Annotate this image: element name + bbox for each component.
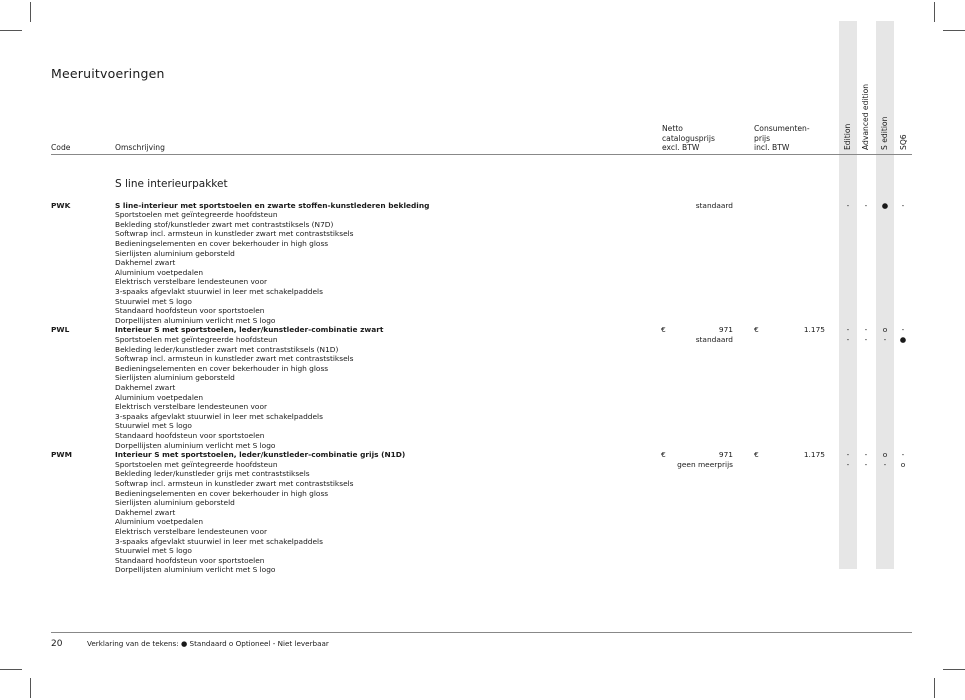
package-feature: Softwrap incl. armsteun in kunstleder zwart met contraststiksels xyxy=(115,478,354,488)
package-feature: Stuurwiel met S logo xyxy=(115,296,192,306)
availability-mark: o xyxy=(900,459,906,469)
package-feature: Stuurwiel met S logo xyxy=(115,421,192,431)
package-feature-row xyxy=(0,277,965,287)
consumer-price: 1.175 xyxy=(803,450,825,460)
footer-divider xyxy=(51,632,912,633)
availability-mark: - xyxy=(864,459,868,469)
header-description: Omschrijving xyxy=(115,143,165,152)
package-feature-row xyxy=(0,431,965,441)
package-feature: Dakhemel zwart xyxy=(115,258,176,268)
header-sq6: SQ6 xyxy=(899,134,908,150)
package-feature-row xyxy=(0,297,965,307)
package-feature-row xyxy=(0,517,965,527)
availability-mark: - xyxy=(883,334,887,344)
package-feature: 3-spaaks afgevlakt stuurwiel in leer met schakelpaddels xyxy=(115,286,323,296)
package-feature: Aluminium voetpedalen xyxy=(115,392,204,402)
package-feature-row xyxy=(0,508,965,518)
package-feature-row xyxy=(0,249,965,259)
currency-symbol: € xyxy=(754,325,759,335)
availability-mark: - xyxy=(864,200,868,210)
package-feature: Dakhemel zwart xyxy=(115,507,176,517)
package-feature: Standaard hoofdsteun voor sportstoelen xyxy=(115,430,265,440)
header-consumer-price-line: incl. BTW xyxy=(754,143,790,153)
availability-mark: - xyxy=(846,450,850,460)
catalog-price: standaard xyxy=(695,334,733,344)
crop-mark xyxy=(30,678,31,698)
package-feature-row xyxy=(0,306,965,316)
header-code: Code xyxy=(51,143,71,152)
package-feature: Sportstoelen met geïntegreerde hoofdsteun xyxy=(115,459,278,469)
package-feature: Elektrisch verstelbare lendesteunen voor xyxy=(115,402,268,412)
availability-mark: - xyxy=(864,450,868,460)
header-consumer-price-line: prijs xyxy=(754,133,771,143)
package-feature-row xyxy=(0,498,965,508)
page-title: Meeruitvoeringen xyxy=(51,66,165,81)
package-feature: Bedieningselementen en cover bekerhouder in high gloss xyxy=(115,488,329,498)
package-feature: Standaard hoofdsteun voor sportstoelen xyxy=(115,555,265,565)
package-feature-row xyxy=(0,393,965,403)
availability-mark: ● xyxy=(881,200,889,210)
availability-mark: - xyxy=(846,459,850,469)
availability-mark: - xyxy=(901,200,905,210)
availability-mark: ● xyxy=(899,334,907,344)
package-feature-row xyxy=(0,469,965,479)
package-feature: Sportstoelen met geïntegreerde hoofdsteun xyxy=(115,210,278,220)
package-feature: Elektrisch verstelbare lendesteunen voor xyxy=(115,526,268,536)
availability-mark: - xyxy=(846,334,850,344)
header-catalog-price-line: catalogusprijs xyxy=(662,133,715,143)
footer-legend: Verklaring van de tekens: ● Standaard o Optioneel - Niet leverbaar xyxy=(87,639,329,648)
package-feature-row xyxy=(0,441,965,451)
package-feature: Stuurwiel met S logo xyxy=(115,546,192,556)
availability-mark: o xyxy=(882,450,888,460)
package-code: PWK xyxy=(51,200,71,210)
package-feature: Dorpellijsten aluminium verlicht met S logo xyxy=(115,440,276,450)
availability-mark: - xyxy=(901,325,905,335)
package-code: PWL xyxy=(51,325,70,335)
package-feature: Dorpellijsten aluminium verlicht met S logo xyxy=(115,315,276,325)
package-feature-row xyxy=(0,373,965,383)
package-row xyxy=(0,325,965,335)
section-title: S line interieurpakket xyxy=(115,178,228,190)
crop-mark xyxy=(934,678,935,698)
package-feature: Aluminium voetpedalen xyxy=(115,267,204,277)
package-feature-row xyxy=(0,345,965,355)
package-feature: Softwrap incl. armsteun in kunstleder zwart met contraststiksels xyxy=(115,229,354,239)
package-feature: Elektrisch verstelbare lendesteunen voor xyxy=(115,277,268,287)
catalog-price: 971 xyxy=(718,325,733,335)
package-feature: Dakhemel zwart xyxy=(115,382,176,392)
package-feature-row xyxy=(0,546,965,556)
package-feature: Bekleding leder/kunstleder zwart met contraststiksels (N1D) xyxy=(115,344,339,354)
package-feature-row xyxy=(0,335,965,345)
package-feature: Bedieningselementen en cover bekerhouder in high gloss xyxy=(115,238,329,248)
package-feature: 3-spaaks afgevlakt stuurwiel in leer met schakelpaddels xyxy=(115,536,323,546)
availability-mark: - xyxy=(883,459,887,469)
currency-symbol: € xyxy=(661,450,666,460)
package-feature: Sportstoelen met geïntegreerde hoofdsteun xyxy=(115,334,278,344)
crop-mark xyxy=(0,669,22,670)
package-feature-row xyxy=(0,316,965,326)
package-row xyxy=(0,450,965,460)
package-feature-row xyxy=(0,556,965,566)
package-feature: Standaard hoofdsteun voor sportstoelen xyxy=(115,306,265,316)
package-feature-row xyxy=(0,229,965,239)
crop-mark xyxy=(943,669,965,670)
header-catalog-price-line: excl. BTW xyxy=(662,143,700,153)
header-catalog-price-line: Netto xyxy=(662,124,683,133)
package-feature-row xyxy=(0,412,965,422)
catalog-price: geen meerprijs xyxy=(677,459,733,469)
package-feature-row xyxy=(0,287,965,297)
header-s-edition: S edition xyxy=(880,116,889,150)
package-feature: Bedieningselementen en cover bekerhouder in high gloss xyxy=(115,363,329,373)
package-feature-row xyxy=(0,527,965,537)
header-edition: Edition xyxy=(843,123,852,150)
package-feature-row xyxy=(0,489,965,499)
crop-mark xyxy=(30,2,31,22)
package-feature-row xyxy=(0,239,965,249)
package-feature-row xyxy=(0,383,965,393)
availability-mark: - xyxy=(864,334,868,344)
package-feature: Sierlijsten aluminium geborsteld xyxy=(115,498,235,508)
header-consumer-price xyxy=(754,124,810,153)
package-feature-row xyxy=(0,479,965,489)
availability-mark: - xyxy=(901,450,905,460)
package-feature: Dorpellijsten aluminium verlicht met S logo xyxy=(115,565,276,575)
availability-mark: - xyxy=(846,200,850,210)
page-number: 20 xyxy=(51,639,63,649)
package-title: Interieur S met sportstoelen, leder/kunstleder-combinatie grijs (N1D) xyxy=(115,450,406,460)
package-code: PWM xyxy=(51,450,72,460)
package-feature: 3-spaaks afgevlakt stuurwiel in leer met schakelpaddels xyxy=(115,411,323,421)
package-title: Interieur S met sportstoelen, leder/kunstleder-combinatie zwart xyxy=(115,325,384,335)
package-feature-row xyxy=(0,354,965,364)
package-feature-row xyxy=(0,268,965,278)
package-feature-row xyxy=(0,210,965,220)
package-feature-row xyxy=(0,537,965,547)
package-title: S line-interieur met sportstoelen en zwarte stoffen-kunstlederen bekleding xyxy=(115,200,430,210)
package-feature: Bekleding leder/kunstleder grijs met contraststiksels xyxy=(115,469,310,479)
availability-mark: - xyxy=(846,325,850,335)
header-consumer-price-line: Consumenten- xyxy=(754,124,810,133)
package-feature: Sierlijsten aluminium geborsteld xyxy=(115,248,235,258)
crop-mark xyxy=(934,2,935,22)
package-feature: Aluminium voetpedalen xyxy=(115,517,204,527)
header-advanced-edition: Advanced edition xyxy=(861,83,870,150)
package-feature-row xyxy=(0,258,965,268)
catalog-price: 971 xyxy=(718,450,733,460)
crop-mark xyxy=(943,30,965,31)
crop-mark xyxy=(0,30,22,31)
consumer-price: 1.175 xyxy=(803,325,825,335)
catalog-price: standaard xyxy=(695,200,733,210)
package-feature: Bekleding stof/kunstleder zwart met contraststiksels (N7D) xyxy=(115,219,334,229)
package-feature-row xyxy=(0,421,965,431)
package-feature: Sierlijsten aluminium geborsteld xyxy=(115,373,235,383)
currency-symbol: € xyxy=(661,325,666,335)
availability-mark: - xyxy=(864,325,868,335)
package-feature-row xyxy=(0,565,965,575)
package-feature-row xyxy=(0,364,965,374)
header-divider xyxy=(51,154,912,155)
package-feature: Softwrap incl. armsteun in kunstleder zwart met contraststiksels xyxy=(115,354,354,364)
package-feature-row xyxy=(0,460,965,470)
package-feature-row xyxy=(0,402,965,412)
currency-symbol: € xyxy=(754,450,759,460)
availability-mark: o xyxy=(882,325,888,335)
package-row xyxy=(0,201,965,211)
package-feature-row xyxy=(0,220,965,230)
header-catalog-price xyxy=(662,124,715,153)
